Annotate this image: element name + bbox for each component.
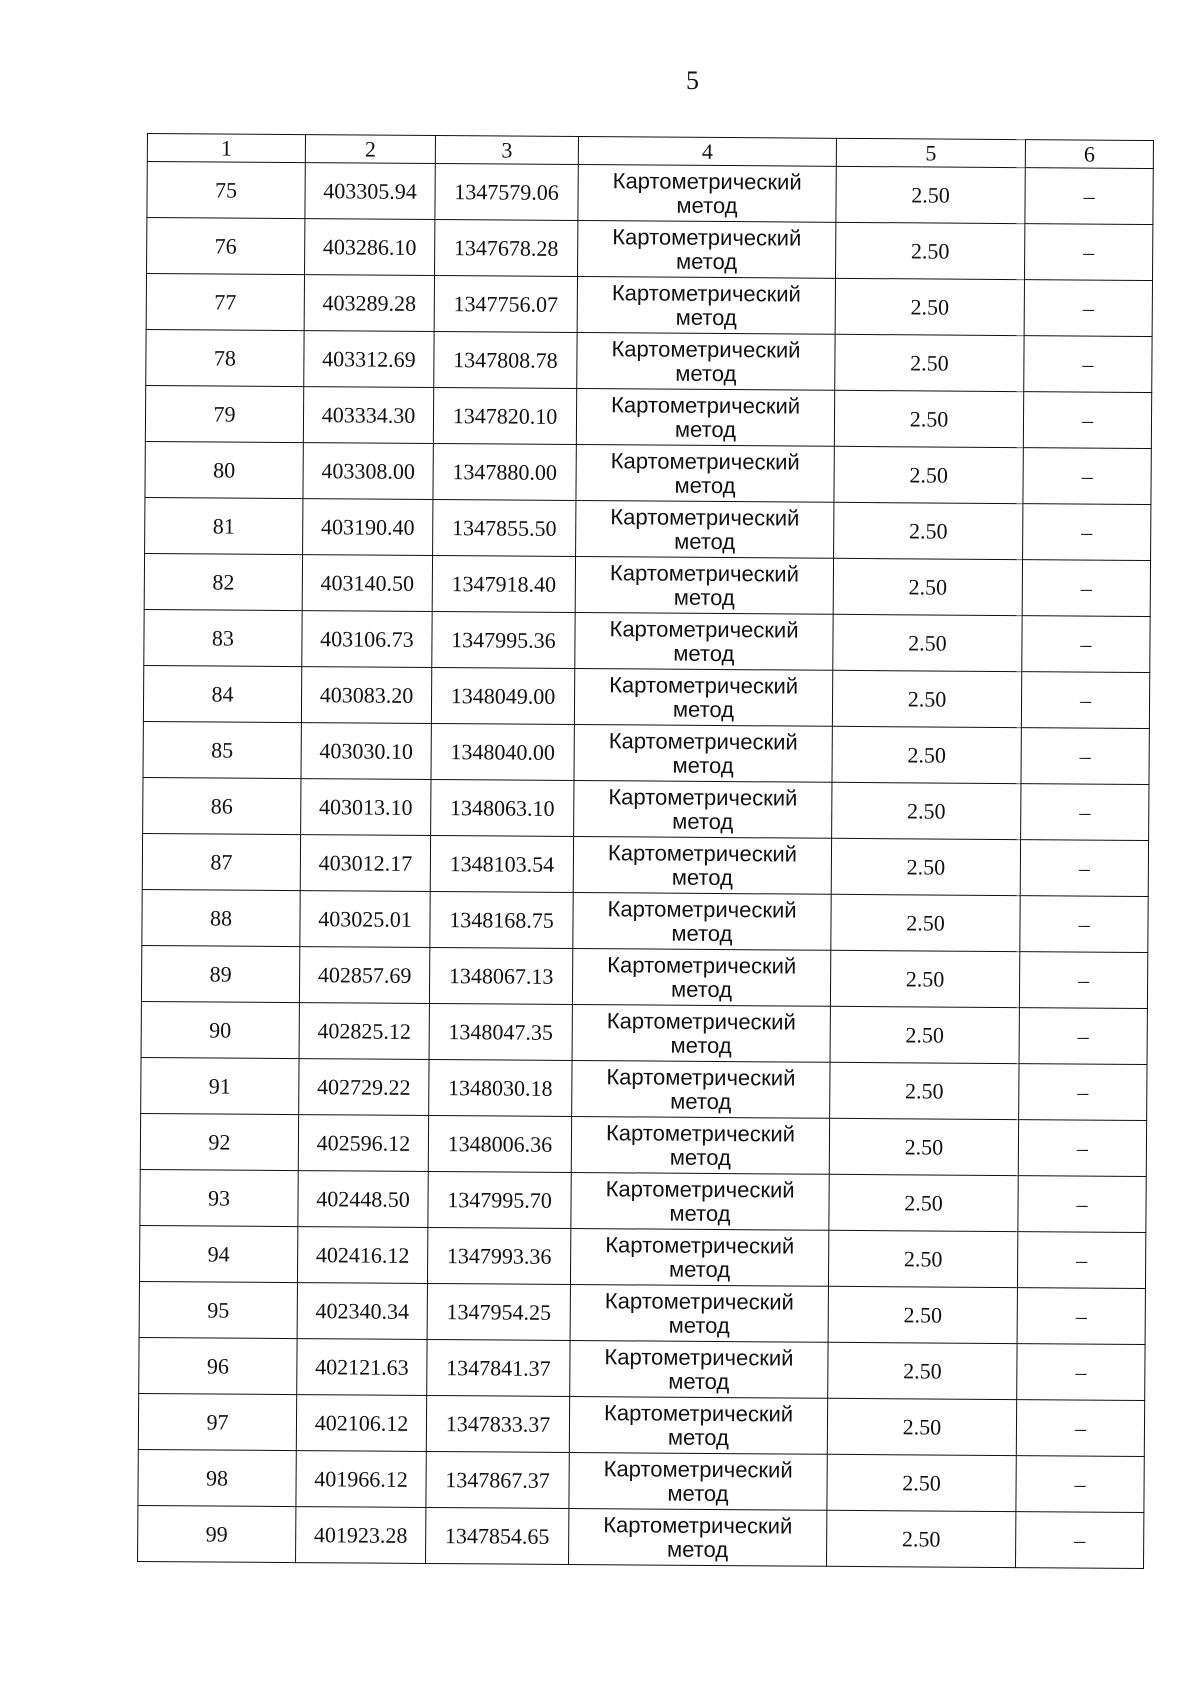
method-line-2: метод xyxy=(674,416,737,442)
method-cell xyxy=(574,724,832,782)
table-row xyxy=(141,945,1147,1008)
x-coordinate-cell: 402448.50 xyxy=(298,1171,428,1228)
method-cell xyxy=(575,557,833,615)
method-cell xyxy=(576,501,834,559)
x-coordinate-cell: 403030.10 xyxy=(301,723,431,780)
accuracy-cell: 2.50 xyxy=(830,1062,1019,1119)
method-line-1: Картометрический xyxy=(611,335,801,363)
table-row xyxy=(138,1505,1144,1568)
method-line-1: Картометрический xyxy=(603,1511,793,1539)
accuracy-cell: 2.50 xyxy=(836,222,1025,279)
accuracy-cell: 2.50 xyxy=(830,1006,1019,1063)
accuracy-cell: 2.50 xyxy=(829,1174,1018,1231)
x-coordinate-cell: 403140.50 xyxy=(302,555,432,612)
y-coordinate-cell: 1348067.13 xyxy=(429,947,572,1004)
y-coordinate-cell: 1347954.25 xyxy=(427,1283,570,1340)
point-number-cell: 92 xyxy=(140,1113,298,1170)
x-coordinate-cell: 403106.73 xyxy=(302,611,432,668)
table-row xyxy=(140,1169,1146,1232)
method-line-1: Картометрический xyxy=(605,1119,796,1147)
x-coordinate-cell: 402121.63 xyxy=(297,1339,427,1396)
method-cell xyxy=(571,1116,829,1174)
note-cell: – xyxy=(1023,504,1151,561)
y-coordinate-cell: 1347808.78 xyxy=(434,332,577,389)
method-cell xyxy=(570,1228,828,1286)
x-coordinate-cell: 403289.28 xyxy=(304,275,434,332)
note-cell: – xyxy=(1025,168,1153,225)
point-number-cell: 75 xyxy=(147,162,305,219)
y-coordinate-cell: 1347867.37 xyxy=(426,1451,569,1508)
table-row xyxy=(147,218,1153,281)
note-cell: – xyxy=(1020,840,1148,897)
note-cell: – xyxy=(1016,1400,1144,1457)
method-line-1: Картометрический xyxy=(609,671,799,699)
accuracy-cell: 2.50 xyxy=(829,1118,1018,1175)
accuracy-cell: 2.50 xyxy=(834,446,1023,503)
y-coordinate-cell: 1347854.65 xyxy=(426,1507,569,1564)
method-line-1: Картометрический xyxy=(605,1175,795,1203)
note-cell: – xyxy=(1024,224,1152,281)
table-row xyxy=(144,609,1150,672)
method-line-2: метод xyxy=(667,1536,729,1562)
coordinates-table xyxy=(137,133,1154,1569)
method-line-2: метод xyxy=(672,808,734,834)
x-coordinate-cell: 401966.12 xyxy=(296,1451,426,1508)
y-coordinate-cell: 1347880.00 xyxy=(433,444,576,501)
method-line-1: Картометрический xyxy=(606,1007,796,1035)
point-number-cell: 83 xyxy=(144,609,302,666)
method-cell xyxy=(572,948,830,1006)
method-line-2: метод xyxy=(670,1032,732,1058)
accuracy-cell: 2.50 xyxy=(836,166,1025,223)
y-coordinate-cell: 1347855.50 xyxy=(433,500,576,557)
method-line-1: Картометрический xyxy=(603,1455,793,1483)
x-coordinate-cell: 403190.40 xyxy=(303,499,433,556)
method-line-1: Картометрический xyxy=(607,895,797,923)
table-row xyxy=(140,1113,1146,1176)
page-number: 5 xyxy=(686,66,699,95)
method-line-2: метод xyxy=(675,304,737,330)
point-number-cell: 80 xyxy=(145,441,303,498)
y-coordinate-cell: 1347995.36 xyxy=(432,612,575,669)
method-line-2: метод xyxy=(668,1256,731,1282)
point-number-cell: 78 xyxy=(146,329,304,386)
method-line-1: Картометрический xyxy=(612,167,802,195)
accuracy-cell: 2.50 xyxy=(832,726,1021,783)
table-row xyxy=(144,553,1150,616)
method-line-2: метод xyxy=(674,472,736,498)
point-number-cell: 95 xyxy=(139,1281,297,1338)
note-cell: – xyxy=(1024,280,1152,337)
method-cell xyxy=(572,1060,830,1118)
y-coordinate-cell: 1348030.18 xyxy=(429,1059,572,1116)
table-row xyxy=(143,665,1149,728)
accuracy-cell: 2.50 xyxy=(827,1510,1016,1567)
note-cell: – xyxy=(1016,1512,1144,1569)
method-line-2: метод xyxy=(673,584,735,610)
method-line-1: Картометрический xyxy=(610,447,800,475)
point-number-cell: 88 xyxy=(142,889,300,946)
x-coordinate-cell: 402857.69 xyxy=(299,947,429,1004)
method-cell xyxy=(570,1284,828,1342)
method-line-1: Картометрический xyxy=(606,1063,796,1091)
table-row xyxy=(141,1057,1147,1120)
point-number-cell: 90 xyxy=(141,1001,299,1058)
note-cell: – xyxy=(1016,1456,1144,1513)
method-cell xyxy=(570,1340,828,1398)
note-cell: – xyxy=(1023,448,1151,505)
accuracy-cell: 2.50 xyxy=(828,1342,1017,1399)
method-line-2: метод xyxy=(671,864,733,890)
accuracy-cell: 2.50 xyxy=(831,894,1020,951)
method-cell xyxy=(572,1004,830,1062)
point-number-cell: 93 xyxy=(140,1169,298,1226)
method-line-2: метод xyxy=(669,1200,731,1226)
method-cell xyxy=(571,1172,829,1230)
note-cell: – xyxy=(1019,1064,1147,1121)
note-cell: – xyxy=(1017,1232,1145,1289)
method-line-1: Картометрический xyxy=(608,783,798,811)
method-line-1: Картометрический xyxy=(607,839,798,867)
note-cell: – xyxy=(1019,952,1147,1009)
table-row xyxy=(138,1449,1144,1512)
note-cell: – xyxy=(1020,896,1148,953)
x-coordinate-cell: 402596.12 xyxy=(298,1115,428,1172)
method-cell xyxy=(573,892,831,950)
table-row xyxy=(139,1281,1145,1344)
accuracy-cell: 2.50 xyxy=(832,782,1021,839)
y-coordinate-cell: 1347820.10 xyxy=(433,388,576,445)
point-number-cell: 94 xyxy=(139,1225,297,1282)
x-coordinate-cell: 402729.22 xyxy=(299,1059,429,1116)
accuracy-cell: 2.50 xyxy=(827,1398,1016,1455)
point-number-cell: 84 xyxy=(143,665,301,722)
point-number-cell: 82 xyxy=(144,553,302,610)
note-cell: – xyxy=(1021,672,1149,729)
note-cell: – xyxy=(1022,616,1150,673)
point-number-cell: 76 xyxy=(147,218,305,275)
method-line-1: Картометрический xyxy=(612,223,802,251)
point-number-cell: 79 xyxy=(145,385,303,442)
method-cell xyxy=(574,780,832,838)
x-coordinate-cell: 403083.20 xyxy=(301,667,431,724)
method-line-1: Картометрический xyxy=(610,503,800,531)
method-line-2: метод xyxy=(672,752,734,778)
table-row xyxy=(145,497,1151,560)
column-header: 3 xyxy=(435,136,578,165)
method-line-2: метод xyxy=(667,1480,729,1506)
method-line-1: Картометрический xyxy=(605,1231,795,1259)
method-line-1: Картометрический xyxy=(609,615,799,643)
method-line-2: метод xyxy=(667,1424,730,1450)
note-cell: – xyxy=(1018,1176,1146,1233)
point-number-cell: 85 xyxy=(143,721,301,778)
accuracy-cell: 2.50 xyxy=(833,614,1022,671)
table-row xyxy=(145,441,1151,504)
method-line-2: метод xyxy=(668,1368,730,1394)
x-coordinate-cell: 402416.12 xyxy=(297,1227,427,1284)
accuracy-cell: 2.50 xyxy=(831,838,1020,895)
table-row xyxy=(143,777,1149,840)
method-line-2: метод xyxy=(674,528,736,554)
y-coordinate-cell: 1348047.35 xyxy=(429,1003,572,1060)
method-line-2: метод xyxy=(670,976,733,1002)
table-row xyxy=(143,721,1149,784)
note-cell: – xyxy=(1021,784,1149,841)
column-header: 6 xyxy=(1025,140,1153,169)
method-line-1: Картометрический xyxy=(604,1343,794,1371)
table-row xyxy=(141,1001,1147,1064)
column-header: 4 xyxy=(578,137,836,167)
point-number-cell: 91 xyxy=(141,1057,299,1114)
method-cell xyxy=(576,445,834,503)
point-number-cell: 89 xyxy=(141,945,299,1002)
note-cell: – xyxy=(1024,336,1152,393)
x-coordinate-cell: 402825.12 xyxy=(299,1003,429,1060)
accuracy-cell: 2.50 xyxy=(833,558,1022,615)
table-row xyxy=(147,162,1153,225)
method-cell xyxy=(569,1508,827,1566)
method-line-2: метод xyxy=(675,360,737,386)
accuracy-cell: 2.50 xyxy=(830,950,1019,1007)
column-header: 5 xyxy=(836,138,1025,167)
column-header: 1 xyxy=(147,134,305,163)
method-line-1: Картометрический xyxy=(611,391,801,419)
method-line-1: Картометрический xyxy=(608,727,798,755)
note-cell: – xyxy=(1022,560,1150,617)
method-line-1: Картометрический xyxy=(603,1399,794,1427)
table-row xyxy=(142,889,1148,952)
accuracy-cell: 2.50 xyxy=(835,278,1024,335)
y-coordinate-cell: 1347841.37 xyxy=(427,1339,570,1396)
y-coordinate-cell: 1348063.10 xyxy=(431,779,574,836)
accuracy-cell: 2.50 xyxy=(828,1230,1017,1287)
table-row xyxy=(139,1225,1145,1288)
table-row xyxy=(145,385,1151,448)
method-line-1: Картометрический xyxy=(604,1287,794,1315)
x-coordinate-cell: 403305.94 xyxy=(305,163,435,220)
accuracy-cell: 2.50 xyxy=(828,1286,1017,1343)
y-coordinate-cell: 1347993.36 xyxy=(427,1227,570,1284)
x-coordinate-cell: 403312.69 xyxy=(304,331,434,388)
y-coordinate-cell: 1347918.40 xyxy=(432,556,575,613)
method-line-2: метод xyxy=(670,1088,732,1114)
method-cell xyxy=(569,1452,827,1510)
point-number-cell: 81 xyxy=(145,497,303,554)
method-cell xyxy=(576,389,834,447)
note-cell: – xyxy=(1017,1344,1145,1401)
x-coordinate-cell: 403286.10 xyxy=(305,219,435,276)
note-cell: – xyxy=(1017,1288,1145,1345)
method-line-2: метод xyxy=(669,1144,731,1170)
method-line-1: Картометрический xyxy=(607,951,797,979)
table-body xyxy=(138,162,1154,1569)
x-coordinate-cell: 403308.00 xyxy=(303,443,433,500)
method-line-2: метод xyxy=(671,920,733,946)
method-cell xyxy=(577,333,835,391)
x-coordinate-cell: 403025.01 xyxy=(300,891,430,948)
x-coordinate-cell: 402106.12 xyxy=(296,1395,426,1452)
y-coordinate-cell: 1347678.28 xyxy=(435,220,578,277)
note-cell: – xyxy=(1021,728,1149,785)
method-cell xyxy=(574,668,832,726)
x-coordinate-cell: 403334.30 xyxy=(303,387,433,444)
y-coordinate-cell: 1347756.07 xyxy=(434,276,577,333)
method-line-2: метод xyxy=(668,1312,730,1338)
method-cell xyxy=(573,836,831,894)
y-coordinate-cell: 1347579.06 xyxy=(435,164,578,221)
table-row xyxy=(146,274,1152,337)
table-row xyxy=(138,1393,1144,1456)
note-cell: – xyxy=(1019,1008,1147,1065)
column-header: 2 xyxy=(305,135,435,164)
point-number-cell: 96 xyxy=(139,1337,297,1394)
accuracy-cell: 2.50 xyxy=(832,670,1021,727)
method-cell xyxy=(569,1396,827,1454)
x-coordinate-cell: 401923.28 xyxy=(296,1507,426,1564)
method-line-2: метод xyxy=(673,640,735,666)
note-cell: – xyxy=(1023,392,1151,449)
method-line-2: метод xyxy=(676,192,738,218)
point-number-cell: 77 xyxy=(146,274,304,331)
y-coordinate-cell: 1348006.36 xyxy=(428,1115,571,1172)
method-line-2: метод xyxy=(676,248,738,274)
note-cell: – xyxy=(1018,1120,1146,1177)
method-line-1: Картометрический xyxy=(609,559,800,587)
method-cell xyxy=(578,221,836,279)
point-number-cell: 87 xyxy=(142,833,300,890)
y-coordinate-cell: 1348103.54 xyxy=(430,835,573,892)
y-coordinate-cell: 1348040.00 xyxy=(431,723,574,780)
table-row xyxy=(146,329,1152,392)
point-number-cell: 97 xyxy=(138,1393,296,1450)
point-number-cell: 99 xyxy=(138,1505,296,1562)
method-line-1: Картометрический xyxy=(611,279,801,307)
y-coordinate-cell: 1347833.37 xyxy=(426,1395,569,1452)
method-cell xyxy=(578,165,836,223)
y-coordinate-cell: 1347995.70 xyxy=(428,1171,571,1228)
y-coordinate-cell: 1348168.75 xyxy=(430,891,573,948)
table-row xyxy=(142,833,1148,896)
method-cell xyxy=(575,613,833,671)
y-coordinate-cell: 1348049.00 xyxy=(431,668,574,725)
point-number-cell: 86 xyxy=(143,777,301,834)
x-coordinate-cell: 403013.10 xyxy=(301,779,431,836)
point-number-cell: 98 xyxy=(138,1449,296,1506)
accuracy-cell: 2.50 xyxy=(835,334,1024,391)
accuracy-cell: 2.50 xyxy=(834,390,1023,447)
method-cell xyxy=(577,277,835,335)
table-row xyxy=(139,1337,1145,1400)
accuracy-cell: 2.50 xyxy=(834,502,1023,559)
method-line-2: метод xyxy=(672,696,735,722)
x-coordinate-cell: 402340.34 xyxy=(297,1283,427,1340)
accuracy-cell: 2.50 xyxy=(827,1454,1016,1511)
x-coordinate-cell: 403012.17 xyxy=(300,835,430,892)
